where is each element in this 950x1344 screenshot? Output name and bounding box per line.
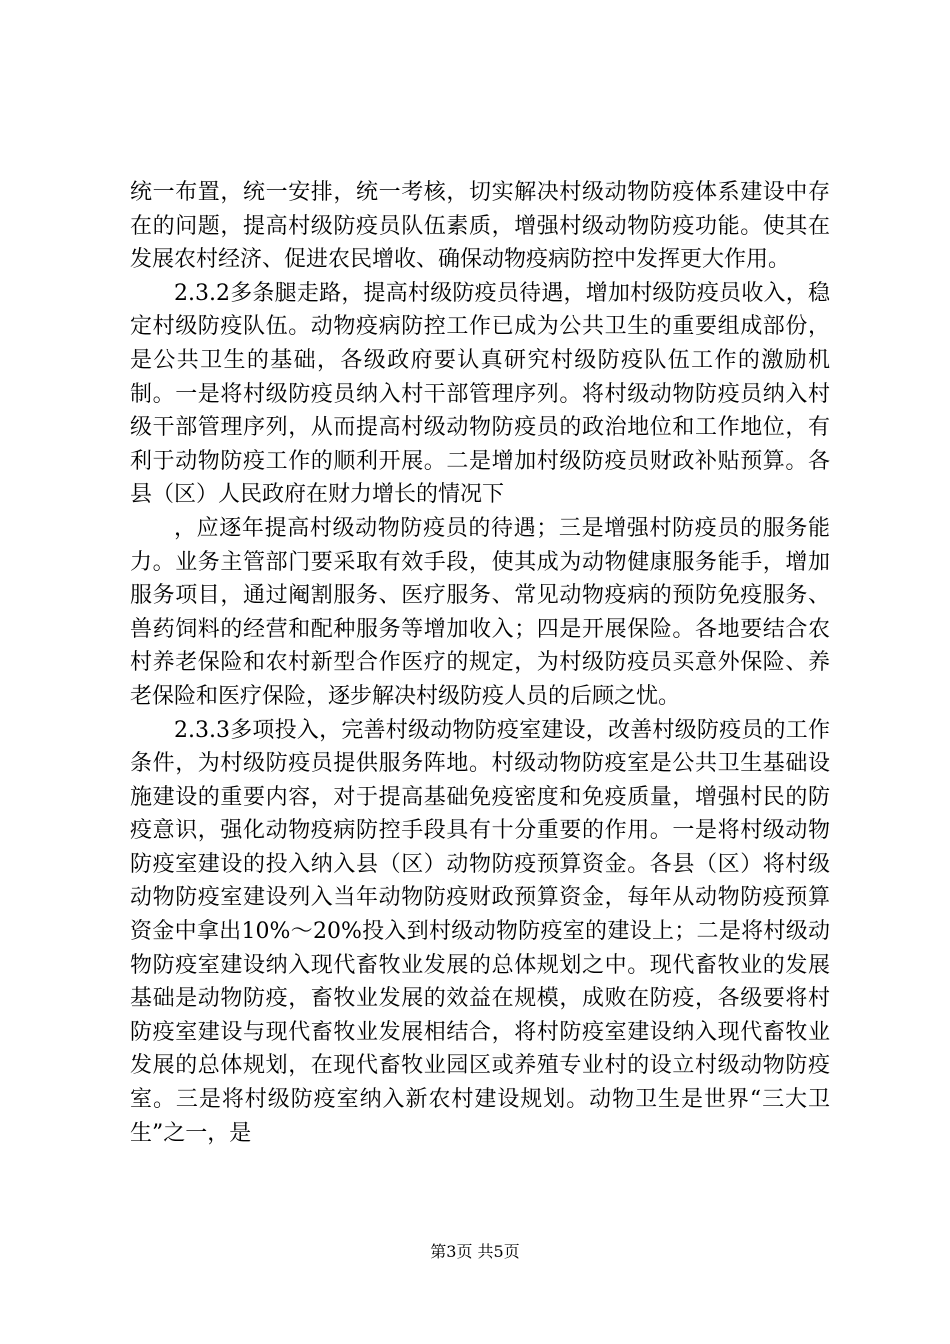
body-text <box>130 176 830 1150</box>
paragraph-continuation: 统一布置，统一安排，统一考核，切实解决村级动物防疫体系建设中存在的问题，提高村级防疫员队伍素质，增强村级动物防疫功能。使其在发展农村经济、促进农民增收、确保动物疫病防控中发挥更大作用。 <box>130 180 830 273</box>
paragraph-2-3-3: 2.3.3多项投入，完善村级动物防疫室建设，改善村级防疫员的工作条件，为村级防疫员提供服务阵地。村级动物防疫室是公共卫生基础设施建设的重要内容，对于提高基础免疫密度和免疫质量，增强村民的防疫意识，强化动物疫病防控手段具有十分重要的作用。一是将村级动物防疫室建设的投入纳入县（区）动物防疫预算资金。各县（区）将村级动物防疫室建设列入当年动物防疫财政预算资金，每年从动物防疫预算资金中拿出10%～20%投入到村级动物防疫室的建设上；二是将村级动物防疫室建设纳入现代畜牧业发展的总体规划之中。现代畜牧业的发展基础是动物防疫，畜牧业发展的效益在规模，成败在防疫，各级要将村防疫室建设与现代畜牧业发展相结合，将村防疫室建设纳入现代畜牧业发展的总体规划，在现代畜牧业园区或养殖专业村的设立村级动物防疫室。三是将村级防疫室纳入新农村建设规划。动物卫生是世界“三大卫生”之一，是 <box>130 717 830 1146</box>
paragraph-2-3-2: 2.3.2多条腿走路，提高村级防疫员待遇，增加村级防疫员收入，稳定村级防疫队伍。动物疫病防控工作已成为公共卫生的重要组成部份，是公共卫生的基础，各级政府要认真研究村级防疫队伍工作的激励机制。一是将村级防疫员纳入村干部管理序列。将村级动物防疫员纳入村级干部管理序列，从而提高村级动物防疫员的政治地位和工作地位，有利于动物防疫工作的顺利开展。二是增加村级防疫员财政补贴预算。各县（区）人民政府在财力增长的情况下 <box>130 280 830 508</box>
paragraph-2-3-2-continued: ，应逐年提高村级动物防疫员的待遇；三是增强村防疫员的服务能力。业务主管部门要采取有效手段，使其成为动物健康服务能手，增加服务项目，通过阉割服务、医疗服务、常见动物疫病的预防免疫服务、兽药饲料的经营和配种服务等增加收入；四是开展保险。各地要结合农村养老保险和农村新型合作医疗的规定，为村级防疫员买意外保险、养老保险和医疗保险，逐步解决村级防疫人员的后顾之忧。 <box>130 515 830 709</box>
page-footer: 第3页 共5页 <box>430 1242 520 1261</box>
